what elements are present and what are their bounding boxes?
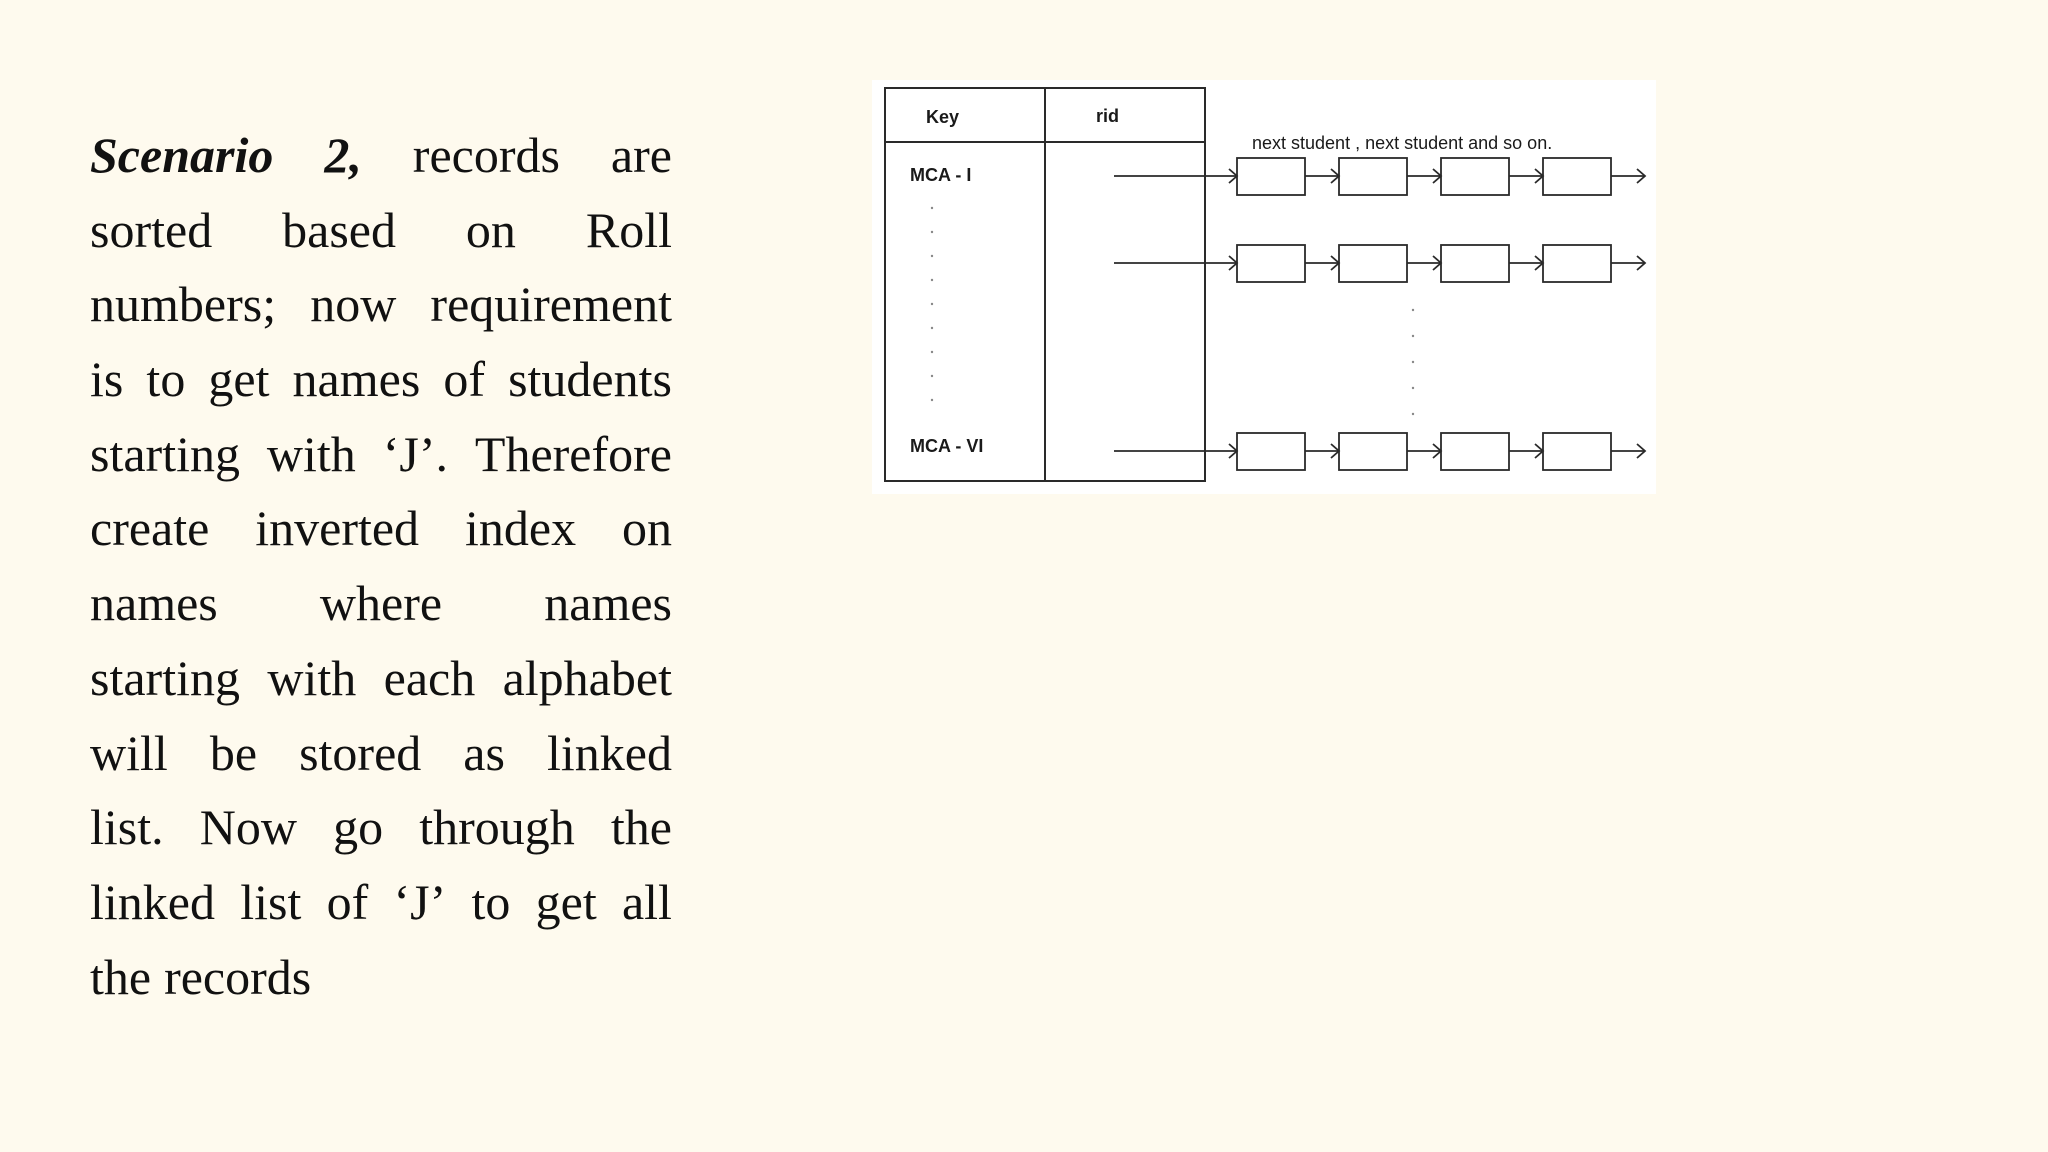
linked-list-row-last [1114, 433, 1645, 470]
inverted-index-svg [872, 80, 1656, 494]
list-node [1237, 433, 1305, 470]
rid-column-header: rid [1096, 106, 1120, 126]
paragraph-line [90, 566, 672, 641]
paragraph-word: the [610, 799, 672, 856]
paragraph-word: starting [90, 649, 240, 706]
paragraph-word: now [310, 276, 397, 333]
ellipsis-dot [931, 399, 933, 401]
ellipsis-dot [931, 351, 933, 353]
paragraph-line [90, 193, 672, 268]
scenario-paragraph [90, 118, 672, 1014]
paragraph-word: ‘J’ [393, 873, 447, 930]
paragraph-word: records [164, 948, 312, 1005]
paragraph-word: linked [90, 873, 215, 930]
paragraph-word: with [266, 425, 356, 482]
paragraph-word: names [90, 575, 218, 632]
first-key-label: MCA - I [910, 165, 972, 185]
paragraph-word: inverted [255, 500, 420, 557]
paragraph-word: students [508, 351, 672, 408]
paragraph-word: Now [199, 799, 297, 856]
scenario-number-word: 2, [324, 127, 362, 183]
paragraph-word: alphabet [502, 649, 672, 706]
list-ellipsis-dots [1412, 309, 1414, 415]
list-node [1543, 245, 1611, 282]
paragraph-word: are [610, 127, 672, 183]
paragraph-word: go [333, 799, 384, 856]
ellipsis-dot [1412, 387, 1414, 389]
paragraph-word: each [383, 649, 476, 706]
list-node [1237, 158, 1305, 195]
paragraph-word: Therefore [474, 425, 672, 482]
paragraph-word: get [208, 351, 270, 408]
ellipsis-dot [1412, 309, 1414, 311]
paragraph-word: list [240, 873, 302, 930]
list-node [1339, 433, 1407, 470]
paragraph-word: get [535, 873, 597, 930]
paragraph-line [90, 716, 672, 791]
paragraph-line [90, 790, 672, 865]
paragraph-word: where [319, 575, 443, 632]
paragraph-line [90, 342, 672, 417]
list-node [1441, 433, 1509, 470]
list-node [1237, 245, 1305, 282]
paragraph-line [90, 491, 672, 566]
ellipsis-dot [931, 375, 933, 377]
paragraph-word: numbers; [90, 276, 277, 333]
next-student-caption: next student , next student and so on. [1252, 133, 1553, 153]
scenario-label-word: Scenario [90, 127, 274, 183]
paragraph-line [90, 267, 672, 342]
ellipsis-dot [931, 207, 933, 209]
ellipsis-dot [931, 327, 933, 329]
linked-list-row-2 [1114, 245, 1645, 282]
ellipsis-dot [931, 255, 933, 257]
paragraph-word: the [90, 948, 152, 1005]
paragraph-word: sorted [90, 201, 213, 258]
key-column-header: Key [926, 107, 960, 127]
paragraph-line [90, 417, 672, 492]
paragraph-word: will [90, 724, 168, 781]
paragraph-word: to [146, 351, 186, 408]
paragraph-word: be [209, 724, 258, 781]
paragraph-word: ‘J’. [382, 425, 448, 482]
paragraph-line [90, 865, 672, 940]
paragraph-line [90, 118, 672, 193]
paragraph-word: names [544, 575, 672, 632]
ellipsis-dot [1412, 335, 1414, 337]
paragraph-word: linked [546, 724, 672, 781]
paragraph-word: as [463, 724, 505, 781]
paragraph-line [90, 641, 672, 716]
paragraph-word: records [412, 127, 560, 183]
paragraph-word: through [419, 799, 575, 856]
list-node [1339, 245, 1407, 282]
paragraph-word: stored [299, 724, 422, 781]
list-node [1441, 158, 1509, 195]
linked-list-row-1 [1114, 158, 1645, 195]
list-node [1441, 245, 1509, 282]
paragraph-word: on [622, 500, 672, 557]
inverted-index-diagram [872, 80, 1656, 494]
list-node [1543, 158, 1611, 195]
paragraph-word: with [267, 649, 357, 706]
paragraph-word: create [90, 500, 210, 557]
paragraph-word: to [471, 873, 511, 930]
paragraph-word: of [443, 351, 485, 408]
paragraph-word: all [621, 873, 672, 930]
ellipsis-dot [931, 231, 933, 233]
paragraph-word: Roll [585, 201, 672, 258]
paragraph-word: requirement [430, 276, 672, 333]
paragraph-word: index [464, 500, 577, 557]
ellipsis-dot [1412, 413, 1414, 415]
list-node [1339, 158, 1407, 195]
ellipsis-dot [1412, 361, 1414, 363]
paragraph-word: of [326, 873, 369, 930]
last-key-label: MCA - VI [910, 436, 984, 456]
paragraph-word: names [292, 351, 421, 408]
paragraph-word: based [282, 201, 396, 258]
paragraph-word: is [90, 351, 124, 408]
key-ellipsis-dots [931, 207, 933, 401]
list-node [1543, 433, 1611, 470]
paragraph-word: starting [90, 425, 240, 482]
ellipsis-dot [931, 303, 933, 305]
ellipsis-dot [931, 279, 933, 281]
paragraph-word: list. [90, 799, 164, 856]
paragraph-line [90, 940, 672, 1015]
paragraph-word: on [465, 201, 516, 258]
